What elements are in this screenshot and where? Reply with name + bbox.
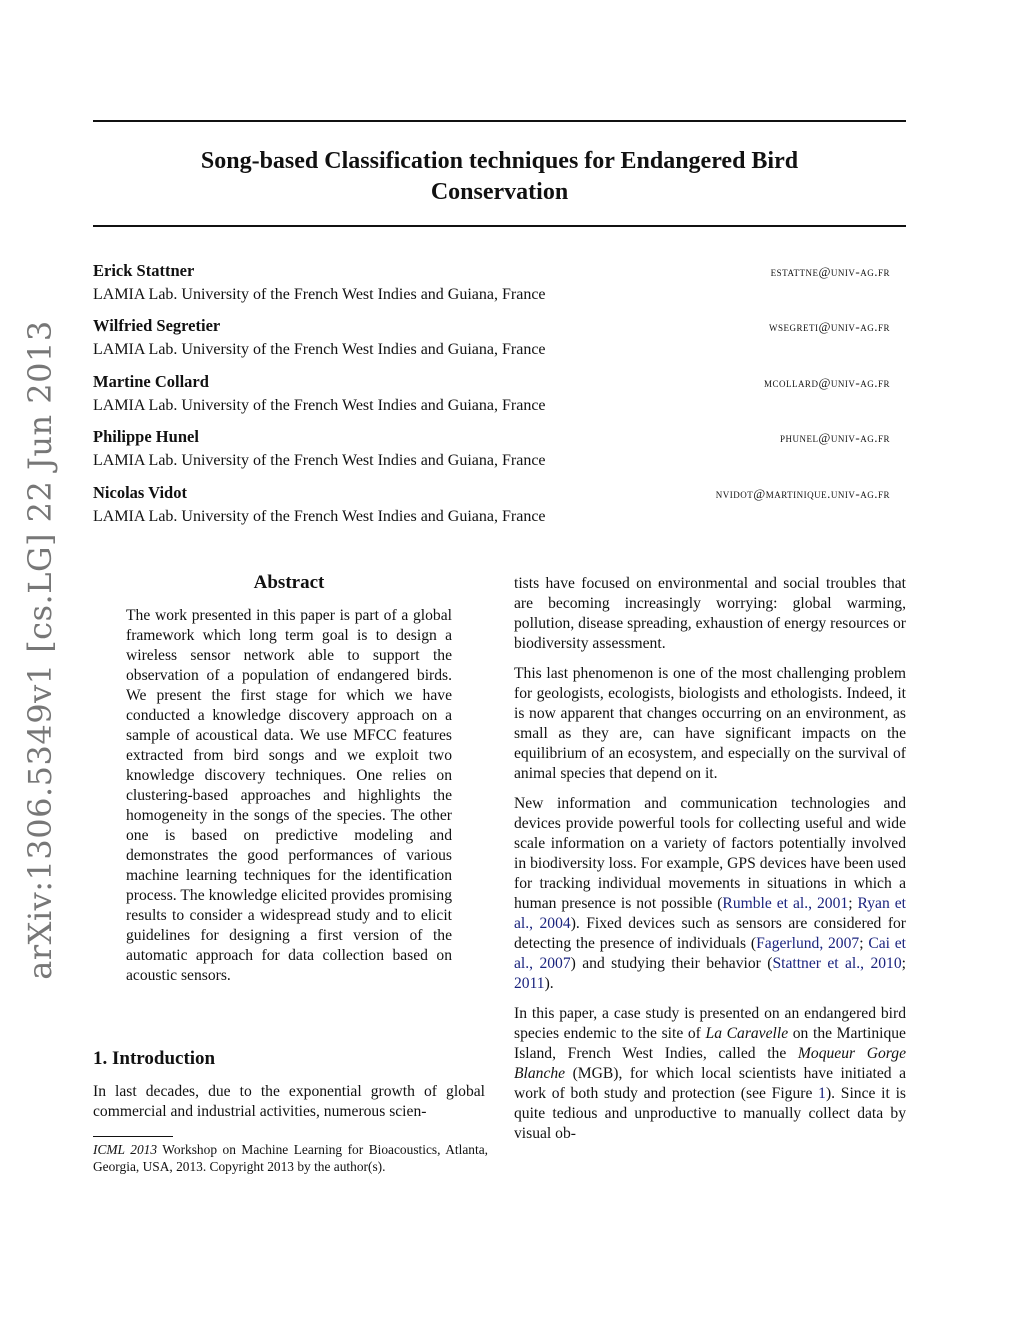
author-affiliation: LAMIA Lab. University of the French West Indies and Guiana, France xyxy=(93,508,546,525)
author-email[interactable]: phunel@univ-ag.fr xyxy=(779,430,890,445)
section-heading-introduction: 1. Introduction xyxy=(93,1048,216,1069)
citation-link[interactable]: Stattner et al., 2010 xyxy=(772,955,902,972)
author-name: Erick Stattner xyxy=(93,261,195,280)
title-line-1: Song-based Classification techniques for Endangered Bird xyxy=(200,148,799,174)
citation-link[interactable]: Cai et al., 2007 xyxy=(514,935,906,972)
paragraph-text: New information and communication technologies and devices provide powerful tools for collecting useful and wide scale information on a variety of factors potentially involved in biodiversity loss. For example, GPS devices have been used for tracking individual movements in situations in which a human presence is not possible ( xyxy=(514,795,906,912)
paragraph xyxy=(514,794,906,994)
abstract-text: The work presented in this paper is part of a global framework which long term goal is to design a wireless sensor network able to support the observation of a population of endangered birds. We present the first stage for which we have conducted a knowledge discovery approach on a sample of acoustical data. We use MFCC features extracted from bird songs and we exploit two knowledge discovery techniques. One relies on clustering-based approaches and highlights the homogeneity in the songs of the species. The other one is based on predictive modeling and demonstrates the good performances of various machine learning techniques for the identification process. The knowledge elicited provides promising results to consider a widespread study and to elicit guidelines for designing a first version of the automatic approach for data collection based on acoustic sensors. xyxy=(126,607,452,984)
author-block xyxy=(93,316,890,366)
author-email[interactable]: mcollard@univ-ag.fr xyxy=(763,375,890,390)
author-affiliation: LAMIA Lab. University of the French West Indies and Guiana, France xyxy=(93,397,546,414)
citation-link[interactable]: 2011 xyxy=(514,975,545,992)
author-email[interactable]: nvidot@martinique.univ-ag.fr xyxy=(715,486,890,501)
paragraph-text: ). Fixed devices such as sensors are considered for detecting the presence of individuals ( xyxy=(514,915,906,952)
author-block xyxy=(93,372,890,422)
citation-link[interactable]: Fagerlund, 2007 xyxy=(756,935,860,952)
paper-title xyxy=(93,146,906,208)
paragraph: This last phenomenon is one of the most challenging problem for geologists, ecologists, biologists and ethologists. Indeed, it is now apparent that changes occurring on an environment, as small as they are, can have significant impacts on the equilibrium of an ecosystem, and especially on the survival of animal species that depend on it. xyxy=(514,665,906,782)
author-affiliation: LAMIA Lab. University of the French West Indies and Guiana, France xyxy=(93,452,546,469)
author-name: Nicolas Vidot xyxy=(93,483,187,502)
title-line-2: Conservation xyxy=(430,179,569,205)
paragraph-text: ). Since it is quite tedious and unproductive to manually collect data by visual ob- xyxy=(514,1085,906,1142)
right-column xyxy=(514,574,906,1154)
footnote-text: Workshop on Machine Learning for Bioacoustics, Atlanta, Georgia, USA, 2013. Copyright 2013 by the author(s). xyxy=(93,1142,489,1174)
author-name: Martine Collard xyxy=(93,372,209,391)
author-block xyxy=(93,483,890,533)
figure-ref-link[interactable]: 1 xyxy=(818,1085,826,1102)
footnote xyxy=(93,1141,488,1175)
footnote-venue: ICML 2013 xyxy=(93,1142,158,1157)
intro-paragraph: In last decades, due to the exponential growth of global commercial and industrial activities, numerous scien- xyxy=(93,1083,485,1120)
paragraph-text: ) and studying their behavior ( xyxy=(570,955,773,972)
citation-separator: ; xyxy=(859,935,869,952)
author-email[interactable]: wsegreti@univ-ag.fr xyxy=(768,319,890,334)
paragraph-text: (MGB), for which local scientists have initiated a work of both study and protection (see Figure xyxy=(514,1065,906,1102)
citation-separator: ; xyxy=(848,895,858,912)
abstract-heading: Abstract xyxy=(253,572,325,593)
arxiv-id[interactable]: arXiv:1306.5349v1 [cs.LG] 22 Jun 2013 xyxy=(21,320,59,980)
author-email[interactable]: estattne@univ-ag.fr xyxy=(770,264,890,279)
author-name: Philippe Hunel xyxy=(93,427,199,446)
author-affiliation: LAMIA Lab. University of the French West Indies and Guiana, France xyxy=(93,341,546,358)
paragraph-text: In this paper, a case study is presented on an endangered bird species endemic to the site of xyxy=(514,1005,906,1042)
author-affiliation: LAMIA Lab. University of the French West Indies and Guiana, France xyxy=(93,286,546,303)
footnote-rule xyxy=(93,1136,173,1137)
citation-separator: ; xyxy=(901,955,906,972)
citation-link[interactable]: Rumble et al., 2001 xyxy=(722,895,849,912)
paragraph-text: on the Martinique Island, French West Indies, called the xyxy=(514,1025,906,1062)
title-rule-bottom xyxy=(93,225,906,227)
citation-link[interactable]: Ryan et al., 2004 xyxy=(514,895,906,932)
author-name: Wilfried Segretier xyxy=(93,316,221,335)
title-rule-top xyxy=(93,120,906,122)
author-block xyxy=(93,427,890,477)
paragraph: tists have focused on environmental and social troubles that are becoming increasingly worrying: global warming, pollution, disease spreading, exhaustion of energy resources or biodiversity assessment. xyxy=(514,575,906,652)
paragraph xyxy=(514,1004,906,1144)
species-name: Moqueur Gorge Blanche xyxy=(514,1045,906,1082)
paragraph-text: ). xyxy=(544,975,554,992)
site-name: La Caravelle xyxy=(705,1025,789,1042)
author-block xyxy=(93,261,890,311)
